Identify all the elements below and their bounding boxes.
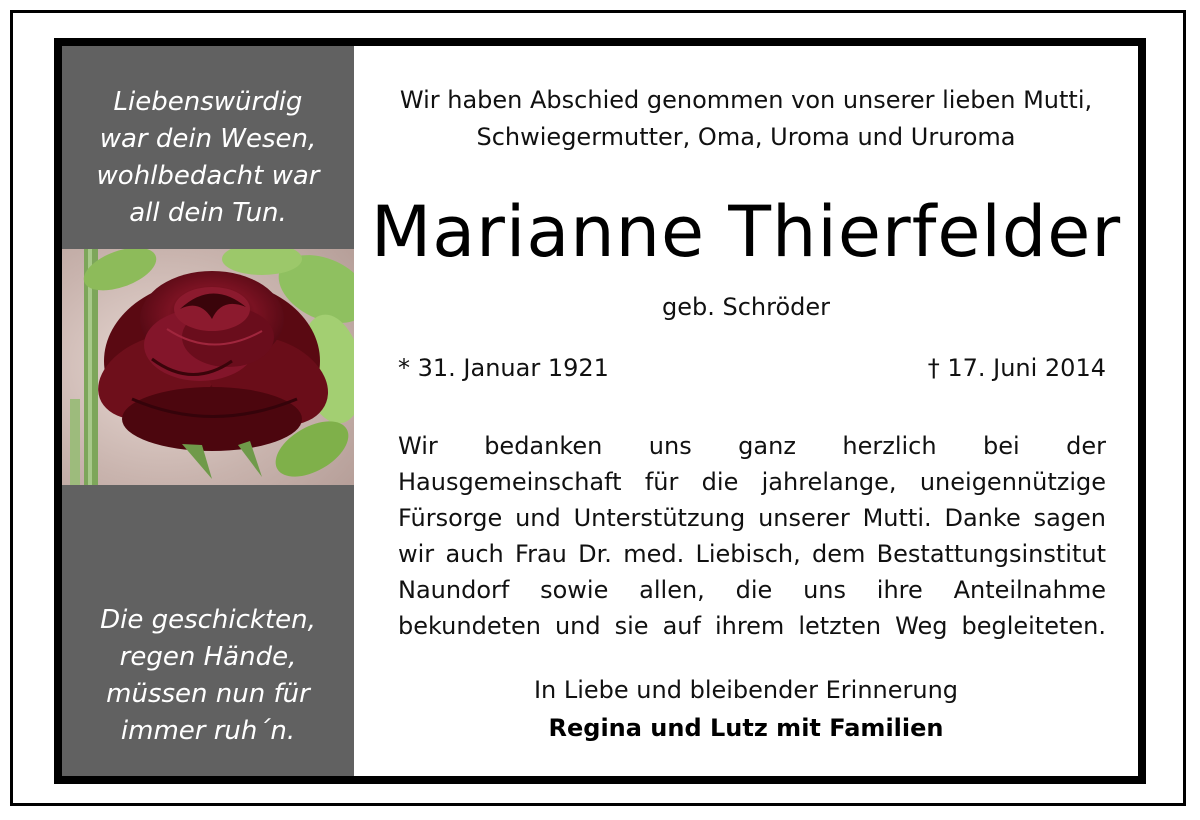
- birth-date: * 31. Januar 1921: [398, 354, 609, 382]
- signature: Regina und Lutz mit Familien: [548, 714, 944, 742]
- intro-line: Schwiegermutter, Oma, Uroma und Ururoma: [476, 123, 1016, 151]
- thanks-line: bekundeten und sie auf ihrem letzten Weg begleiteten.: [398, 612, 1106, 640]
- rose-image-icon: [62, 249, 354, 485]
- intro-line: Wir haben Abschied genommen von unserer lieben Mutti,: [399, 86, 1093, 114]
- poem-line: war dein Wesen,: [99, 124, 317, 154]
- poem-line: immer ruh´n.: [120, 716, 296, 746]
- thanks-line: Fürsorge und Unterstützung unserer Mutti. Danke sagen: [398, 504, 1106, 532]
- sidebar: [62, 46, 354, 776]
- thanks-line: Hausgemeinschaft für die jahrelange, uneigennützige: [398, 468, 1106, 496]
- poem-line: Die geschickten,: [100, 605, 316, 635]
- intro-text: [378, 82, 1114, 156]
- thanks-line: wir auch Frau Dr. med. Liebisch, dem Bestattungsinstitut: [398, 540, 1106, 568]
- thanks-paragraph: [398, 428, 1106, 644]
- poem-line: Liebenswürdig: [113, 87, 303, 117]
- thanks-line: Wir bedanken uns ganz herzlich bei der: [398, 432, 1106, 460]
- poem-line: regen Hände,: [119, 642, 297, 672]
- poem-line: müssen nun für: [106, 679, 310, 709]
- closing-line: In Liebe und bleibender Erinnerung: [533, 676, 959, 704]
- thanks-line: Naundorf sowie allen, die uns ihre Anteilnahme: [398, 576, 1106, 604]
- notice-body: [354, 46, 1138, 776]
- obituary-notice: [54, 38, 1146, 784]
- poem-bottom: [62, 602, 354, 750]
- rose-photo: [62, 249, 354, 485]
- deceased-name: Marianne Thierfelder: [370, 191, 1122, 273]
- poem-top: [62, 84, 354, 232]
- poem-line: all dein Tun.: [129, 198, 287, 228]
- poem-line: wohlbedacht war: [96, 161, 320, 191]
- birth-name: geb. Schröder: [661, 293, 831, 321]
- death-date: † 17. Juni 2014: [927, 354, 1106, 382]
